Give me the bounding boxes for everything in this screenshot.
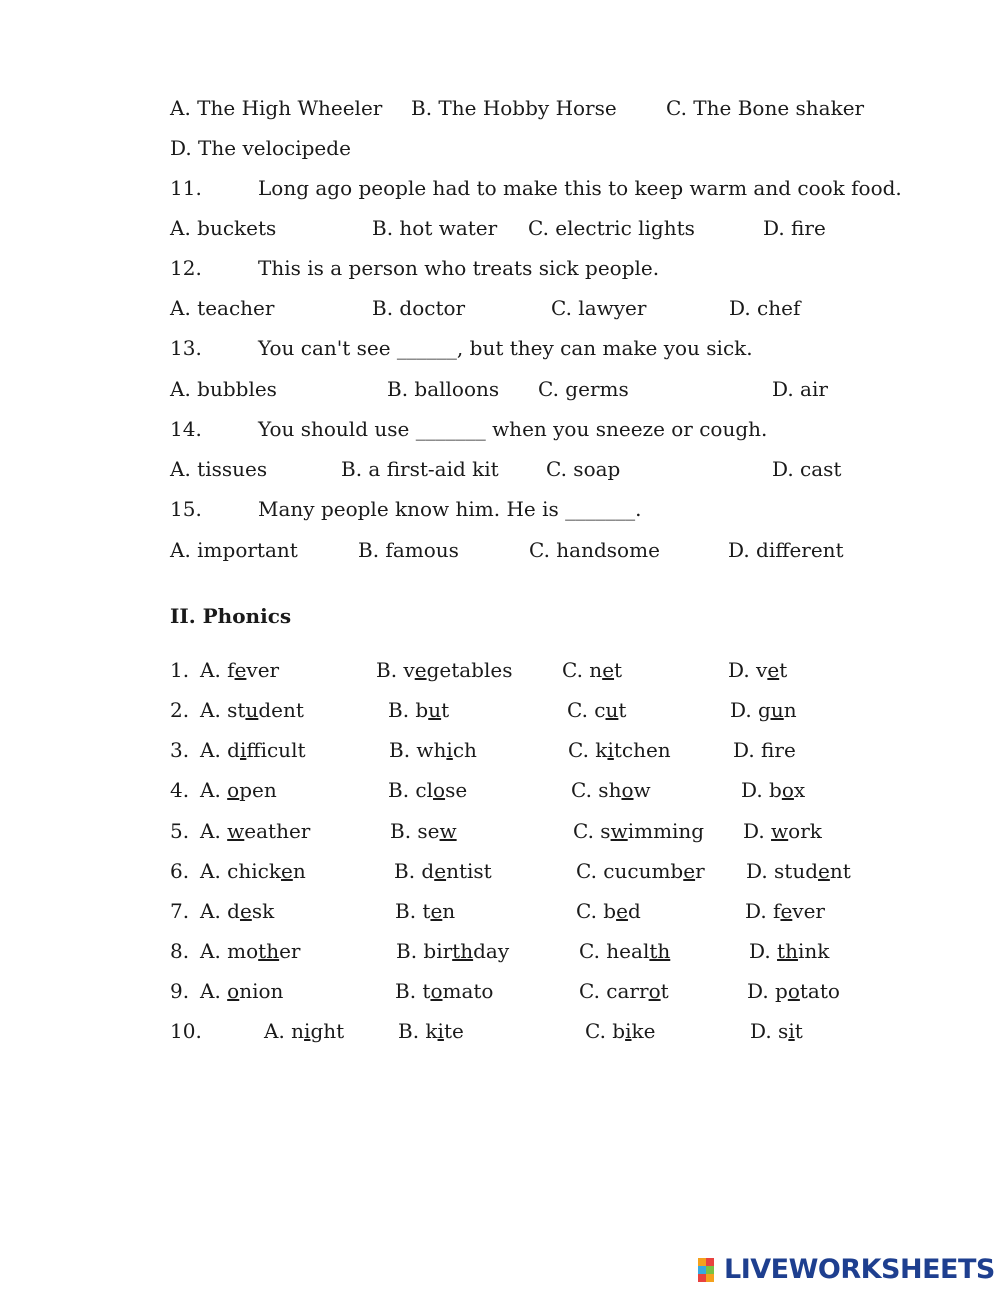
underlined-sound: e <box>683 859 696 883</box>
option-a[interactable]: A. teacher <box>170 296 275 320</box>
word-part: A. n <box>264 1019 305 1043</box>
phonics-option-a[interactable] <box>200 816 310 846</box>
underlined-sound: e <box>430 899 443 923</box>
word-part: B. t <box>395 899 431 923</box>
option-b[interactable]: B. doctor <box>372 296 466 320</box>
option-a[interactable]: A. bubbles <box>170 377 277 401</box>
word-part: D. stud <box>746 859 819 883</box>
word-part: r <box>695 859 705 883</box>
phonics-option-d[interactable] <box>743 816 822 846</box>
word-part: A. d <box>200 899 240 923</box>
phonics-option-d[interactable] <box>750 1016 803 1046</box>
underlined-sound: i <box>304 1019 311 1043</box>
underlined-sound: o <box>433 778 446 802</box>
word-part: A. chick <box>200 859 281 883</box>
underlined-sound: e <box>234 658 247 682</box>
word-part: C. b <box>585 1019 626 1043</box>
underlined-sound: o <box>227 979 240 1003</box>
phonics-option-a[interactable] <box>200 735 306 765</box>
word-part: D. s <box>750 1019 789 1043</box>
word-part: fficult <box>246 738 306 762</box>
word-part: C. sh <box>571 778 622 802</box>
word-part: n <box>783 698 797 722</box>
phonics-option-c[interactable] <box>562 655 622 685</box>
word-part: nt <box>829 859 851 883</box>
phonics-row-number: 4. <box>170 778 190 802</box>
question-number: 13. <box>170 336 202 360</box>
underlined-sound: th <box>777 939 798 963</box>
underlined-sound: w <box>439 819 457 843</box>
word-part: t <box>794 1019 803 1043</box>
word-part: A. f <box>200 658 235 682</box>
word-part: B. se <box>390 819 440 843</box>
word-part: sk <box>251 899 275 923</box>
phonics-option-d[interactable] <box>733 735 796 765</box>
phonics-option-b[interactable] <box>388 775 467 805</box>
phonics-option-c[interactable] <box>571 775 651 805</box>
liveworksheets-wordmark: LIVEWORKSHEETS <box>724 1254 995 1285</box>
word-part: ke <box>631 1019 656 1043</box>
underlined-sound: o <box>621 778 634 802</box>
word-part: B. t <box>395 979 431 1003</box>
phonics-row-number: 10. <box>170 1019 202 1043</box>
option-c[interactable]: C. germs <box>538 377 629 401</box>
word-part: C. s <box>573 819 611 843</box>
word-part: day <box>473 939 510 963</box>
phonics-option-b[interactable] <box>395 976 493 1006</box>
phonics-option-c[interactable] <box>579 976 669 1006</box>
word-part: ver <box>792 899 825 923</box>
underlined-sound: w <box>610 819 628 843</box>
word-part: D. f <box>733 738 775 762</box>
q10-option-d[interactable]: D. The velocipede <box>170 136 351 160</box>
underlined-sound: u <box>245 698 259 722</box>
question-number: 12. <box>170 256 202 280</box>
underlined-sound: u <box>428 698 442 722</box>
word-part: C. cucumb <box>576 859 684 883</box>
word-part: D. <box>730 698 759 722</box>
underlined-sound: i <box>625 1019 632 1043</box>
option-c[interactable]: C. handsome <box>529 538 660 562</box>
underlined-sound: o <box>781 778 794 802</box>
word-part: B. v <box>376 658 415 682</box>
phonics-option-a[interactable] <box>200 856 306 886</box>
underlined-sound: w <box>227 819 245 843</box>
word-part: ntist <box>446 859 492 883</box>
question-number: 14. <box>170 417 202 441</box>
section-heading-phonics: II. Phonics <box>170 604 292 628</box>
word-part: nion <box>239 979 284 1003</box>
phonics-option-c[interactable] <box>579 936 670 966</box>
question-text: Many people know him. He is _______. <box>258 497 642 521</box>
option-b[interactable]: B. a first-aid kit <box>341 457 499 481</box>
phonics-option-a[interactable] <box>200 896 274 926</box>
phonics-option-d[interactable] <box>730 695 797 725</box>
underlined-sound: i <box>239 738 247 762</box>
phonics-option-c[interactable] <box>568 735 671 765</box>
phonics-row-number: 1. <box>170 658 190 682</box>
question-text: Long ago people had to make this to keep warm and cook food. <box>258 176 902 200</box>
phonics-row-number: 9. <box>170 979 190 1003</box>
phonics-option-b[interactable] <box>388 695 449 725</box>
option-d[interactable]: D. fire <box>763 216 826 240</box>
option-d[interactable]: D. chef <box>729 296 801 320</box>
word-part: ver <box>246 658 280 682</box>
underlined-sound: e <box>239 899 252 923</box>
word-part: t <box>618 698 627 722</box>
word-part: B. wh <box>389 738 447 762</box>
word-part: er <box>279 939 301 963</box>
option-c[interactable]: C. lawyer <box>551 296 647 320</box>
question-text: You should use _______ when you sneeze or cough. <box>258 417 768 441</box>
phonics-row-number: 3. <box>170 738 190 762</box>
word-part: tato <box>799 979 840 1003</box>
word-part: D. <box>743 819 772 843</box>
underlined-sound: o <box>787 979 800 1003</box>
underlined-sound: o <box>227 778 240 802</box>
word-part: C. carr <box>579 979 649 1003</box>
word-part: t <box>441 698 450 722</box>
word-part: ork <box>788 819 822 843</box>
word-part: te <box>443 1019 464 1043</box>
question-number: 15. <box>170 497 202 521</box>
q10-option-c[interactable]: C. The Bone shaker <box>666 96 865 120</box>
phonics-option-d[interactable] <box>741 775 805 805</box>
underlined-sound: gu <box>758 698 784 722</box>
word-part: dent <box>258 698 304 722</box>
underlined-sound: th <box>649 939 671 963</box>
underlined-sound: th <box>258 939 280 963</box>
underlined-sound: o <box>648 979 661 1003</box>
phonics-option-b[interactable] <box>396 936 509 966</box>
word-part: A. st <box>200 698 246 722</box>
option-b[interactable]: B. famous <box>358 538 459 562</box>
option-b[interactable]: B. hot water <box>372 216 498 240</box>
word-part: x <box>793 778 806 802</box>
word-part: A. mo <box>200 939 259 963</box>
underlined-sound: i <box>788 1019 795 1043</box>
word-part: imming <box>627 819 705 843</box>
phonics-option-b[interactable] <box>390 816 457 846</box>
word-part: C. c <box>567 698 606 722</box>
option-d[interactable]: D. different <box>728 538 844 562</box>
word-part: D. v <box>728 658 768 682</box>
word-part: n <box>292 859 306 883</box>
question-number: 11. <box>170 176 202 200</box>
word-part: D. b <box>741 778 782 802</box>
word-part: A. d <box>200 738 240 762</box>
option-d[interactable]: D. air <box>772 377 828 401</box>
phonics-option-a[interactable] <box>200 976 283 1006</box>
option-a[interactable]: A. tissues <box>170 457 268 481</box>
phonics-option-a[interactable] <box>264 1016 344 1046</box>
underlined-sound: e <box>280 859 293 883</box>
word-part: B. d <box>394 859 435 883</box>
word-part: D. f <box>745 899 781 923</box>
option-b[interactable]: B. balloons <box>387 377 500 401</box>
underlined-sound: e <box>818 859 830 883</box>
liveworksheets-logo-icon <box>698 1258 722 1282</box>
phonics-option-b[interactable] <box>398 1016 464 1046</box>
word-part: re <box>774 738 796 762</box>
phonics-option-c[interactable] <box>576 896 641 926</box>
word-part: ink <box>797 939 830 963</box>
phonics-option-b[interactable] <box>395 896 455 926</box>
word-part: B. b <box>388 698 429 722</box>
underlined-sound: u <box>605 698 619 722</box>
underlined-sound: w <box>771 819 789 843</box>
phonics-option-c[interactable] <box>585 1016 655 1046</box>
word-part: t <box>614 658 623 682</box>
phonics-option-c[interactable] <box>576 856 705 886</box>
word-part: C. b <box>576 899 617 923</box>
underlined-sound: i <box>437 1019 444 1043</box>
phonics-option-a[interactable] <box>200 936 301 966</box>
word-part: d <box>627 899 641 923</box>
word-part: D. <box>749 939 778 963</box>
option-a[interactable]: A. important <box>170 538 298 562</box>
underlined-sound: o <box>430 979 443 1003</box>
phonics-option-b[interactable] <box>394 856 492 886</box>
phonics-option-d[interactable] <box>749 936 829 966</box>
word-part: se <box>445 778 468 802</box>
phonics-option-c[interactable] <box>567 695 626 725</box>
underlined-sound: th <box>452 939 474 963</box>
option-a[interactable]: A. buckets <box>170 216 277 240</box>
word-part: B. cl <box>388 778 434 802</box>
phonics-option-b[interactable] <box>376 655 512 685</box>
phonics-option-d[interactable] <box>747 976 840 1006</box>
phonics-option-d[interactable] <box>728 655 787 685</box>
word-part: t <box>779 658 788 682</box>
question-text: You can't see ______, but they can make you sick. <box>258 336 753 360</box>
word-part: A. <box>200 979 228 1003</box>
word-part: A. <box>200 778 228 802</box>
word-part: A. <box>200 819 228 843</box>
word-part: B. bir <box>396 939 453 963</box>
option-c[interactable]: C. electric lights <box>528 216 695 240</box>
word-part: eather <box>244 819 311 843</box>
phonics-row-number: 7. <box>170 899 190 923</box>
phonics-option-d[interactable] <box>746 856 851 886</box>
option-c[interactable]: C. soap <box>546 457 621 481</box>
underlined-sound: e <box>434 859 447 883</box>
underlined-sound: e <box>780 899 793 923</box>
underlined-sound: e <box>616 899 628 923</box>
phonics-row-number: 2. <box>170 698 190 722</box>
underlined-sound: i <box>446 738 453 762</box>
phonics-option-d[interactable] <box>745 896 825 926</box>
phonics-row-number: 6. <box>170 859 190 883</box>
phonics-option-b[interactable] <box>389 735 477 765</box>
phonics-option-c[interactable] <box>573 816 704 846</box>
question-text: This is a person who treats sick people. <box>258 256 660 280</box>
option-d[interactable]: D. cast <box>772 457 842 481</box>
q10-option-a[interactable]: A. The High Wheeler <box>170 96 383 120</box>
underlined-sound: e <box>602 658 615 682</box>
word-part: tchen <box>613 738 671 762</box>
phonics-option-a[interactable] <box>200 695 304 725</box>
phonics-row-number: 5. <box>170 819 190 843</box>
phonics-option-a[interactable] <box>200 655 279 685</box>
word-part: C. k <box>568 738 608 762</box>
word-part: getables <box>426 658 513 682</box>
word-part: B. k <box>398 1019 438 1043</box>
word-part: pen <box>239 778 277 802</box>
phonics-option-a[interactable] <box>200 775 277 805</box>
word-part: n <box>442 899 456 923</box>
word-part: w <box>633 778 651 802</box>
word-part: t <box>660 979 669 1003</box>
word-part: C. n <box>562 658 603 682</box>
underlined-sound: e <box>414 658 427 682</box>
word-part: mato <box>442 979 494 1003</box>
phonics-row-number: 8. <box>170 939 190 963</box>
word-part: C. heal <box>579 939 650 963</box>
underlined-sound: e <box>767 658 780 682</box>
word-part: D. p <box>747 979 788 1003</box>
q10-option-b[interactable]: B. The Hobby Horse <box>411 96 617 120</box>
word-part: ch <box>452 738 477 762</box>
word-part: ght <box>310 1019 345 1043</box>
underlined-sound: i <box>607 738 614 762</box>
